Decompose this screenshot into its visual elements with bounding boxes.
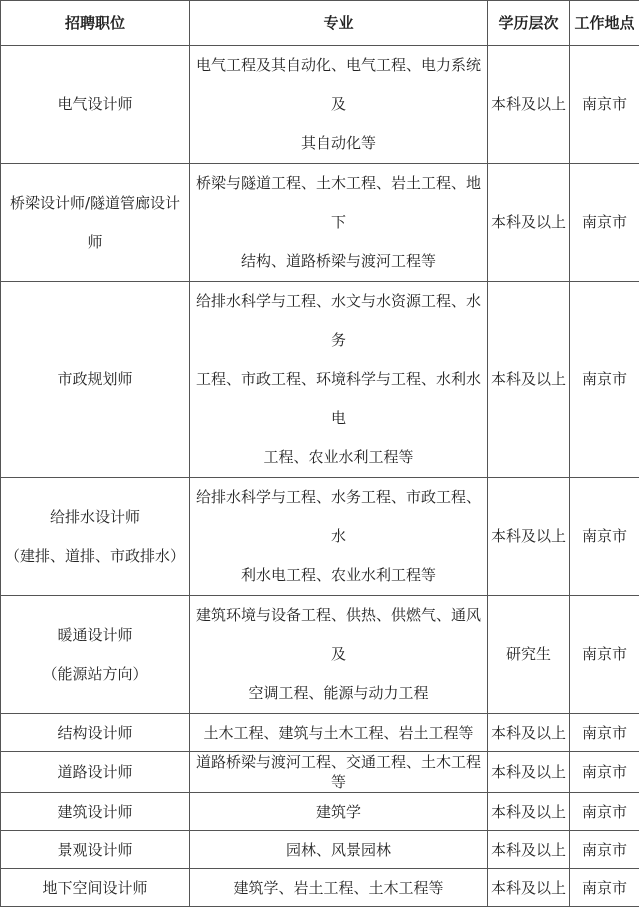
education-cell: 本科及以上 xyxy=(488,714,570,752)
position-text: 市政规划师 xyxy=(4,360,186,399)
major-cell: 园林、风景园林 xyxy=(190,831,488,869)
education-cell: 本科及以上 xyxy=(488,869,570,907)
major-text: 建筑环境与设备工程、供热、供燃气、通风及 xyxy=(193,596,484,674)
major-text: 空调工程、能源与动力工程 xyxy=(193,674,484,713)
position-cell xyxy=(1,282,190,478)
education-cell: 本科及以上 xyxy=(488,282,570,478)
table-row xyxy=(1,714,639,752)
position-cell xyxy=(1,478,190,596)
position-cell: 道路设计师 xyxy=(1,752,190,793)
table-row xyxy=(1,164,639,282)
education-cell: 研究生 xyxy=(488,596,570,714)
major-cell: 建筑学 xyxy=(190,793,488,831)
education-cell: 本科及以上 xyxy=(488,831,570,869)
position-text: 桥梁设计师/隧道管廊设计师 xyxy=(4,184,186,262)
education-cell: 本科及以上 xyxy=(488,752,570,793)
major-cell xyxy=(190,596,488,714)
table-row xyxy=(1,752,639,793)
position-cell xyxy=(1,164,190,282)
header-education: 学历层次 xyxy=(488,1,570,46)
location-cell: 南京市 xyxy=(570,46,639,164)
position-text: 电气设计师 xyxy=(4,85,186,124)
major-cell xyxy=(190,478,488,596)
education-cell: 本科及以上 xyxy=(488,793,570,831)
education-cell: 本科及以上 xyxy=(488,478,570,596)
position-cell xyxy=(1,596,190,714)
major-text: 给排水科学与工程、水务工程、市政工程、水 xyxy=(193,478,484,556)
location-cell: 南京市 xyxy=(570,752,639,793)
major-cell xyxy=(190,164,488,282)
position-cell: 地下空间设计师 xyxy=(1,869,190,907)
table-row xyxy=(1,478,639,596)
major-text: 利水电工程、农业水利工程等 xyxy=(193,556,484,595)
table-row xyxy=(1,596,639,714)
major-cell: 道路桥梁与渡河工程、交通工程、土木工程等 xyxy=(190,752,488,793)
position-cell: 建筑设计师 xyxy=(1,793,190,831)
major-cell: 建筑学、岩土工程、土木工程等 xyxy=(190,869,488,907)
header-position: 招聘职位 xyxy=(1,1,190,46)
header-major: 专业 xyxy=(190,1,488,46)
major-text: 给排水科学与工程、水文与水资源工程、水务 xyxy=(193,282,484,360)
table-row xyxy=(1,46,639,164)
major-cell: 土木工程、建筑与土木工程、岩土工程等 xyxy=(190,714,488,752)
table-row xyxy=(1,831,639,869)
location-cell: 南京市 xyxy=(570,714,639,752)
major-cell xyxy=(190,282,488,478)
location-cell: 南京市 xyxy=(570,831,639,869)
major-text: 其自动化等 xyxy=(193,124,484,163)
location-cell: 南京市 xyxy=(570,478,639,596)
position-cell: 结构设计师 xyxy=(1,714,190,752)
major-text: 电气工程及其自动化、电气工程、电力系统及 xyxy=(193,46,484,124)
location-cell: 南京市 xyxy=(570,282,639,478)
header-row xyxy=(1,1,639,46)
table-row xyxy=(1,869,639,907)
table-row xyxy=(1,793,639,831)
table-row xyxy=(1,282,639,478)
major-text: 结构、道路桥梁与渡河工程等 xyxy=(193,242,484,281)
location-cell: 南京市 xyxy=(570,596,639,714)
position-text: 给排水设计师 xyxy=(4,498,186,537)
major-cell xyxy=(190,46,488,164)
position-cell xyxy=(1,46,190,164)
header-location: 工作地点 xyxy=(570,1,639,46)
location-cell: 南京市 xyxy=(570,164,639,282)
education-cell: 本科及以上 xyxy=(488,46,570,164)
position-subtext: （建排、道排、市政排水） xyxy=(4,537,186,576)
position-subtext: （能源站方向） xyxy=(4,655,186,694)
position-cell: 景观设计师 xyxy=(1,831,190,869)
location-cell: 南京市 xyxy=(570,793,639,831)
major-text: 工程、市政工程、环境科学与工程、水利水电 xyxy=(193,360,484,438)
position-text: 暖通设计师 xyxy=(4,616,186,655)
major-text: 工程、农业水利工程等 xyxy=(193,438,484,477)
education-cell: 本科及以上 xyxy=(488,164,570,282)
location-cell: 南京市 xyxy=(570,869,639,907)
major-text: 桥梁与隧道工程、土木工程、岩土工程、地下 xyxy=(193,164,484,242)
